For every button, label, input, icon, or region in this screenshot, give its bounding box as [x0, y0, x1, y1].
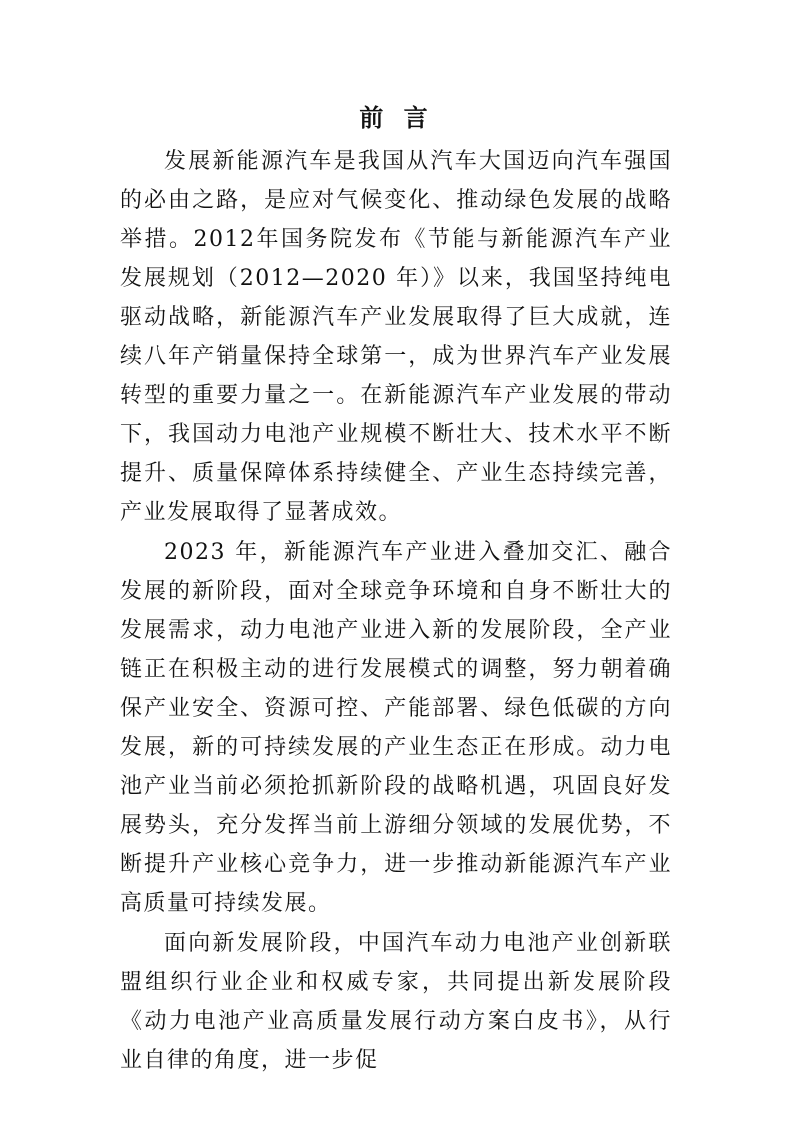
- paragraph-2: 2023 年，新能源汽车产业进入叠加交汇、融合发展的新阶段，面对全球竞争环境和自身不断壮大的发展需求，动力电池产业进入新的发展阶段，全产业链正在积极主动的进行发展模式的调整，努力朝着确保产业安全、资源可控、产能部署、绿色低碳的方向发展，新的可持续发展的产业生态正在形成。动力电池产业当前必须抢抓新阶段的战略机遇，巩固良好发展势头，充分发挥当前上游细分领域的发展优势，不断提升产业核心竞争力，进一步推动新能源汽车产业高质量可持续发展。: [120, 540, 672, 916]
- page-title: 前 言: [359, 104, 434, 132]
- paragraph-1: 发展新能源汽车是我国从汽车大国迈向汽车强国的必由之路，是应对气候变化、推动绿色发展的战略举措。2012年国务院发布《节能与新能源汽车产业发展规划（2012—2020 年）》以来，我国坚持纯电驱动战略，新能源汽车产业发展取得了巨大成就，连续八年产销量保持全球第一，成为世界汽车产业发展转型的重要力量之一。在新能源汽车产业发展的带动下，我国动力电池产业规模不断壮大、技术水平不断提升、质量保障体系持续健全、产业生态持续完善，产业发展取得了显著成效。: [120, 149, 672, 525]
- paragraph-3: 面向新发展阶段，中国汽车动力电池产业创新联盟组织行业企业和权威专家，共同提出新发展阶段《动力电池产业高质量发展行动方案白皮书》，从行业自律的角度，进一步促: [120, 931, 672, 1073]
- document-body: [120, 142, 672, 1080]
